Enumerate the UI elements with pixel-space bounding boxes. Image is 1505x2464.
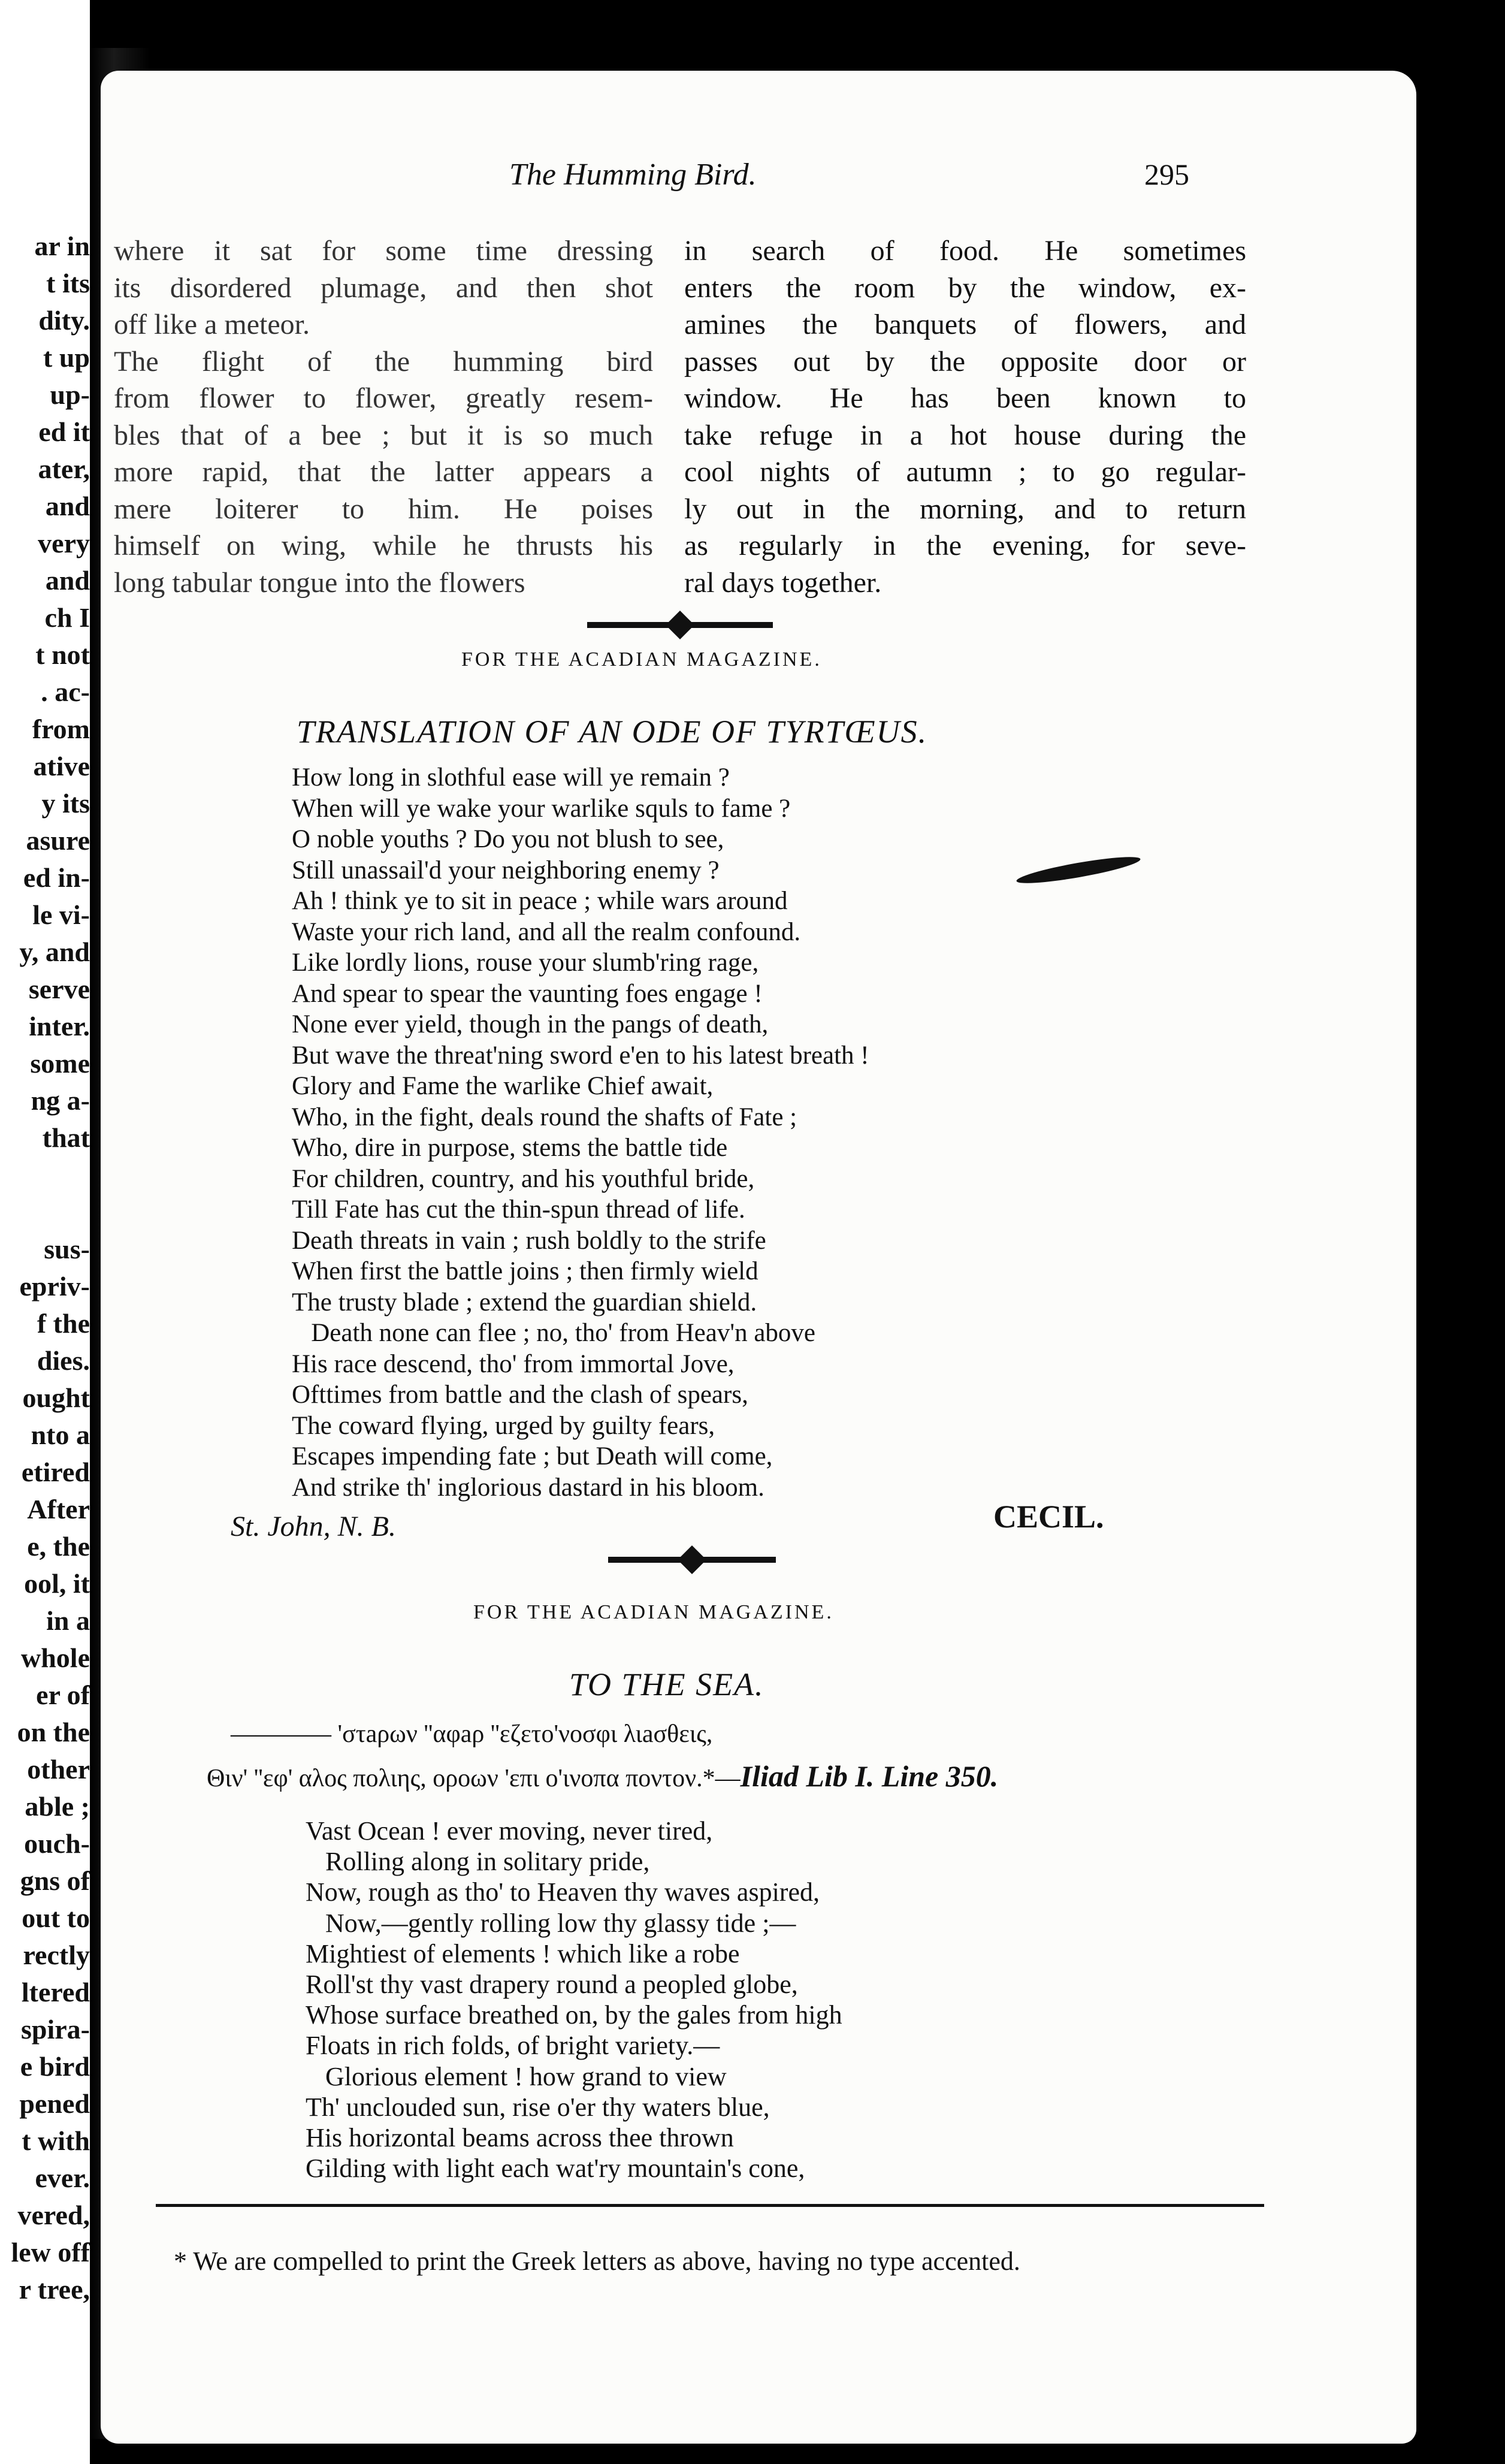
epigraph-text: Θιν' ''εφ' αλος πολιης, οροων 'επι ο'ινοπα ποντον.*— [207, 1765, 741, 1792]
bleed-line: serve [28, 974, 90, 1004]
poem-line: Still unassail'd your neighboring enemy ? [292, 856, 720, 884]
bleed-line: dity. [38, 305, 90, 336]
poem-body [306, 1816, 842, 2184]
text-line: amines the banquets of flowers, and [684, 309, 1246, 340]
place-line: St. John, N. B. [231, 1511, 396, 1542]
right-column [684, 232, 1246, 601]
bleed-line: lew off [11, 2237, 90, 2267]
bleed-line: t with [22, 2125, 90, 2156]
bleed-line: up- [50, 379, 90, 410]
text-line: bles that of a bee ; but it is so much [114, 419, 653, 451]
bleed-line [0, 1194, 90, 1231]
author-signature: CECIL. [993, 1499, 1104, 1535]
bleed-line [0, 1156, 90, 1194]
poem-line: Like lordly lions, rouse your slumb'ring rage, [292, 949, 759, 977]
bleed-line: ever. [35, 2163, 90, 2193]
text-line: The flight of the humming bird [114, 345, 653, 378]
text-line: enters the room by the window, ex- [684, 271, 1246, 304]
bleed-line: from [32, 714, 90, 744]
footnote-rule [156, 2204, 1264, 2207]
poem-line: Glory and Fame the warlike Chief await, [292, 1072, 714, 1100]
poem-line: How long in slothful ease will ye remain ? [292, 763, 730, 792]
page-number: 295 [1144, 158, 1189, 191]
text-line: cool nights of autumn ; to go regular- [684, 456, 1246, 488]
bleed-line: ought [22, 1382, 90, 1413]
bleed-line: t not [35, 639, 90, 670]
poem-line: His race descend, tho' from immortal Jove, [292, 1349, 735, 1378]
text-line: take refuge in a hot house during the [684, 419, 1246, 451]
text-line: mere loiterer to him. He poises [114, 493, 653, 525]
bleed-line: gns of [20, 1865, 90, 1896]
text-line: off like a meteor. [114, 309, 310, 340]
text-line: its disordered plumage, and then shot [114, 271, 653, 304]
poem-line: None ever yield, though in the pangs of death, [292, 1010, 769, 1038]
text-line: as regularly in the evening, for seve- [684, 530, 1246, 561]
bleed-line: ng a- [31, 1085, 90, 1116]
poem-line: O noble youths ? Do you not blush to see, [292, 825, 724, 853]
poem-line: Waste your rich land, and all the realm confound. [292, 917, 801, 946]
left-column [114, 232, 653, 601]
bleed-line: out to [22, 1903, 90, 1933]
poem-title: TO THE SEA. [569, 1666, 764, 1702]
poem-line: Whose surface breathed on, by the gales from high [306, 2000, 842, 2030]
text-line: passes out by the opposite door or [684, 345, 1246, 378]
bleed-line: vered, [17, 2200, 90, 2230]
bleed-line: whole [21, 1642, 90, 1673]
bleed-line: that [42, 1122, 90, 1153]
poem-line: Till Fate has cut the thin-spun thread of life. [292, 1195, 745, 1224]
bleed-line: pened [19, 2088, 90, 2119]
poem-line: Death none can flee ; no, tho' from Heav'n above [292, 1319, 815, 1347]
poem-line: Vast Ocean ! ever moving, never tired, [306, 1816, 713, 1846]
poem-line: Ofttimes from battle and the clash of spears, [292, 1381, 748, 1409]
bleed-line: ed it [38, 416, 90, 447]
text-line: himself on wing, while he thrusts his [114, 530, 653, 561]
poem-line: And spear to spear the vaunting foes engage ! [292, 979, 763, 1008]
bleed-line: ative [33, 751, 90, 781]
poem-title: TRANSLATION OF AN ODE OF TYRTŒUS. [297, 714, 928, 750]
text-line: more rapid, that the latter appears a [114, 456, 653, 488]
bleed-line: in a [46, 1605, 90, 1636]
poem-line: For children, country, and his youthful bride, [292, 1164, 755, 1193]
poem-line: Ah ! think ye to sit in peace ; while wars around [292, 887, 788, 915]
epigraph-reference: Iliad Lib I. Line 350. [740, 1759, 999, 1793]
poem-line: Floats in rich folds, of bright variety.— [306, 2031, 720, 2061]
section-kicker: FOR THE ACADIAN MAGAZINE. [473, 1601, 834, 1623]
bleed-line: and [45, 565, 90, 596]
bleed-line: nto a [31, 1420, 90, 1450]
bleed-line: asure [26, 825, 90, 856]
bleed-line: able ; [25, 1791, 90, 1822]
poem-line: The trusty blade ; extend the guardian shield. [292, 1288, 757, 1316]
text-line: ral days together. [684, 566, 882, 599]
epigraph-line: ———— 'στaρων ''αφaρ ''εζετο'νοσφι λιaσθεις, [231, 1720, 713, 1748]
ornament-divider [587, 622, 773, 628]
bleed-line: spira- [21, 2014, 90, 2045]
bleed-line: . ac- [41, 677, 90, 707]
bleed-line: t up [43, 342, 90, 373]
poem-line: Escapes impending fate ; but Death will come, [292, 1442, 773, 1470]
bleed-line: very [38, 528, 90, 558]
bleed-line: e, the [27, 1531, 90, 1562]
bleed-line: other [27, 1754, 90, 1784]
bleed-line: some [30, 1048, 90, 1079]
poem-line: His horizontal beams across thee thrown [306, 2123, 734, 2153]
bleed-line: dies. [37, 1345, 90, 1376]
text-line: ly out in the morning, and to return [684, 493, 1246, 525]
text-line: window. He has been known to [684, 382, 1246, 414]
poem-line: Mightiest of elements ! which like a robe [306, 1938, 740, 1968]
poem-line: The coward flying, urged by guilty fears, [292, 1411, 715, 1440]
bleed-line: f the [37, 1308, 90, 1339]
bleed-line: epriv- [19, 1271, 90, 1302]
bleed-line: ouch- [24, 1828, 90, 1859]
poem-line: Gilding with light each wat'ry mountain's cone, [306, 2154, 805, 2184]
poem-line: Now,—gently rolling low thy glassy tide ;— [306, 1908, 796, 1938]
bleed-line: ed in- [23, 862, 90, 893]
bleed-line: on the [17, 1717, 90, 1747]
text-line: in search of food. He sometimes [684, 235, 1246, 267]
bleed-line: rectly [23, 1940, 90, 1970]
poem-line: Who, in the fight, deals round the shafts of Fate ; [292, 1103, 797, 1131]
poem-line: Who, dire in purpose, stems the battle tide [292, 1134, 728, 1162]
bleed-line: ool, it [24, 1568, 90, 1599]
bleed-line: ater, [38, 454, 90, 484]
bleed-line: y, and [19, 937, 90, 967]
bleed-line: and [45, 491, 90, 521]
bleed-line: inter. [29, 1011, 90, 1041]
poem-line: When will ye wake your warlike squls to fame ? [292, 794, 791, 823]
bleed-line: y its [41, 788, 90, 819]
bleed-line: le vi- [32, 899, 90, 930]
poem-line: Th' unclouded sun, rise o'er thy waters blue, [306, 2092, 770, 2122]
bleed-line: er of [36, 1680, 90, 1710]
poem-line: And strike th' inglorious dastard in his bloom. [292, 1473, 764, 1502]
poem-line: Roll'st thy vast drapery round a peopled globe, [306, 1970, 798, 2000]
text-line: where it sat for some time dressing [114, 235, 653, 267]
epigraph-line [207, 1759, 998, 1793]
bleed-line: ar in [34, 231, 90, 261]
text-line: from flower to flower, greatly resem- [114, 382, 653, 414]
section-kicker: FOR THE ACADIAN MAGAZINE. [461, 648, 822, 671]
bleed-line: sus- [44, 1234, 90, 1264]
adjacent-page-text [0, 228, 90, 2308]
poem-line: Death threats in vain ; rush boldly to the strife [292, 1226, 766, 1255]
bleed-line: e bird [20, 2051, 90, 2082]
bleed-line: ltered [21, 1977, 90, 2007]
poem-line: When first the battle joins ; then firmly wield [292, 1257, 758, 1285]
bleed-line: ch I [44, 602, 90, 633]
poem-line: Rolling along in solitary pride, [306, 1847, 650, 1877]
poem-body [292, 762, 869, 1503]
ornament-divider [608, 1557, 776, 1563]
bleed-line: After [27, 1494, 90, 1524]
running-head: The Humming Bird. [509, 158, 757, 192]
poem-line: Glorious element ! how grand to view [306, 2061, 727, 2091]
footnote: * We are compelled to print the Greek letters as above, having no type accented. [174, 2246, 1020, 2276]
bleed-line: r tree, [19, 2274, 90, 2305]
bleed-line: etired [21, 1457, 90, 1487]
poem-line: Now, rough as tho' to Heaven thy waves aspired, [306, 1877, 820, 1907]
poem-line: But wave the threat'ning sword e'en to his latest breath ! [292, 1041, 869, 1070]
bleed-line: t its [46, 268, 90, 298]
text-line: long tabular tongue into the flowers [114, 566, 525, 599]
